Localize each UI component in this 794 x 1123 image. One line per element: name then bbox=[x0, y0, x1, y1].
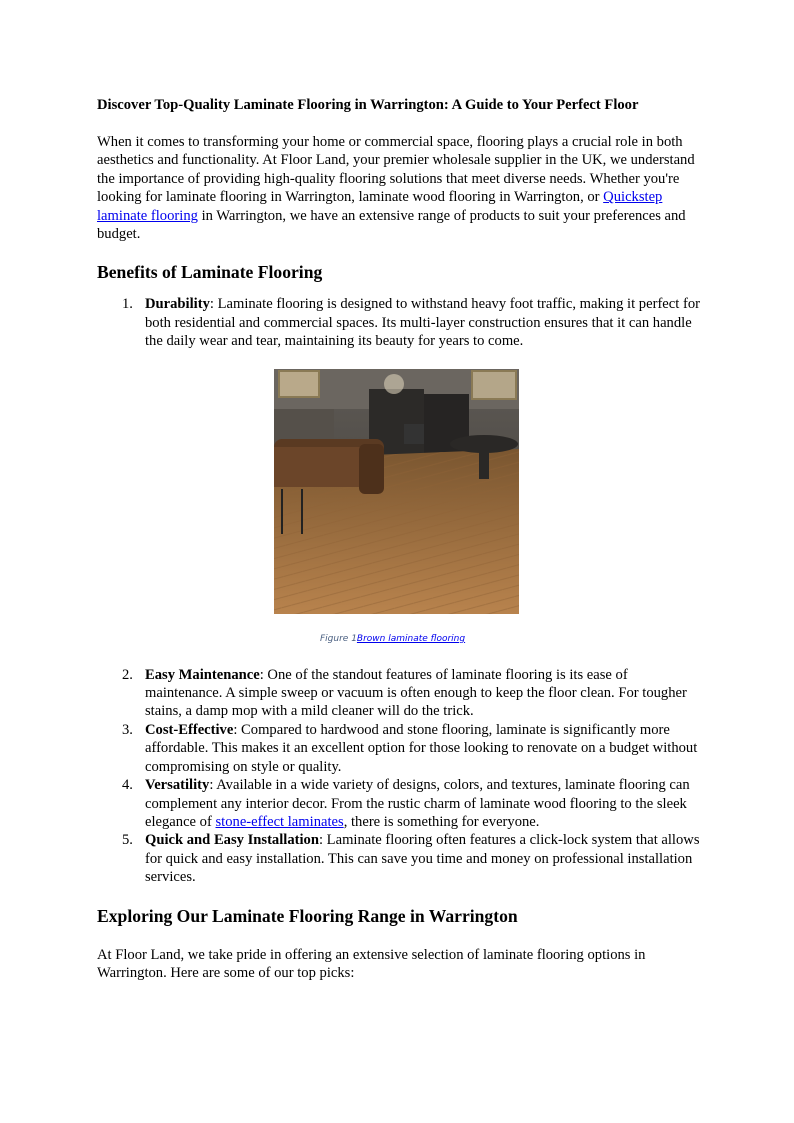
list-item-durability bbox=[97, 295, 707, 350]
list-number: 1. bbox=[122, 296, 133, 313]
intro-paragraph bbox=[97, 133, 707, 243]
list-number: 4. bbox=[122, 777, 133, 794]
list-text: : Laminate flooring often features a click-lock system that allows for quick and easy installation. This can save you time and money on professional installation services. bbox=[145, 832, 700, 886]
intro-text-before: When it comes to transforming your home or commercial space, flooring plays a crucial role in both aesthetics and functionality. At Floor Land, your premier wholesale supplier in the UK, we understand the importance of providing high-quality flooring solutions that meet diverse needs. Whether you're looking for laminate flooring in Warrington, laminate wood flooring in Warrington, or bbox=[97, 134, 695, 206]
list-text: : Compared to hardwood and stone flooring, laminate is significantly more affordable. This makes it an excellent option for those looking to renovate on a budget without compromising on style or quality. bbox=[145, 721, 698, 775]
list-term: Quick and Easy Installation bbox=[145, 832, 319, 849]
list-item-easy-maintenance bbox=[97, 666, 707, 721]
list-number: 2. bbox=[122, 666, 133, 683]
caption-prefix: Figure 1 bbox=[320, 633, 357, 644]
document-page bbox=[97, 96, 707, 982]
figure-caption bbox=[320, 634, 707, 644]
outro-paragraph: At Floor Land, we take pride in offering an extensive selection of laminate flooring options in Warrington. Here are some of our top picks: bbox=[97, 946, 646, 981]
stone-effect-link[interactable]: stone-effect laminates bbox=[215, 813, 344, 830]
explore-heading: Exploring Our Laminate Flooring Range in Warrington bbox=[97, 905, 518, 926]
list-term: Easy Maintenance bbox=[145, 666, 260, 683]
list-text-after: , there is something for everyone. bbox=[343, 813, 540, 830]
page-title: Discover Top-Quality Laminate Flooring in Warrington: A Guide to Your Perfect Floor bbox=[97, 97, 639, 113]
flooring-photo bbox=[274, 369, 519, 614]
benefits-heading: Benefits of Laminate Flooring bbox=[97, 262, 323, 283]
list-item-installation bbox=[97, 831, 707, 886]
list-term: Versatility bbox=[145, 777, 210, 794]
quickstep-link[interactable]: Quickstep laminate flooring bbox=[97, 189, 663, 224]
list-number: 3. bbox=[122, 721, 133, 738]
list-text: : One of the standout features of laminate flooring is its ease of maintenance. A simple sweep or vacuum is often enough to keep the floor clean. For tougher stains, a damp mop with a mild cleaner will do the trick. bbox=[145, 666, 687, 720]
caption-link[interactable]: Brown laminate flooring bbox=[356, 633, 466, 644]
list-number: 5. bbox=[122, 832, 133, 849]
benefits-list-part1 bbox=[97, 295, 707, 350]
list-item-cost-effective bbox=[97, 721, 707, 776]
benefits-list-part2 bbox=[97, 666, 707, 887]
list-item-versatility bbox=[97, 776, 707, 831]
list-term: Cost-Effective bbox=[145, 721, 234, 738]
list-term: Durability bbox=[145, 296, 210, 313]
list-text: : Laminate flooring is designed to withstand heavy foot traffic, making it perfect for both residential and commercial spaces. Its multi-layer construction ensures that it can handle the daily wear and tear, maintaining its beauty for years to come. bbox=[145, 296, 700, 350]
intro-text-after: in Warrington, we have an extensive range of products to suit your preferences and budget. bbox=[97, 207, 686, 243]
list-text: : Available in a wide variety of designs, colors, and textures, laminate flooring can complement any interior decor. From the rustic charm of laminate wood flooring to the sleek elegance of bbox=[145, 777, 690, 830]
